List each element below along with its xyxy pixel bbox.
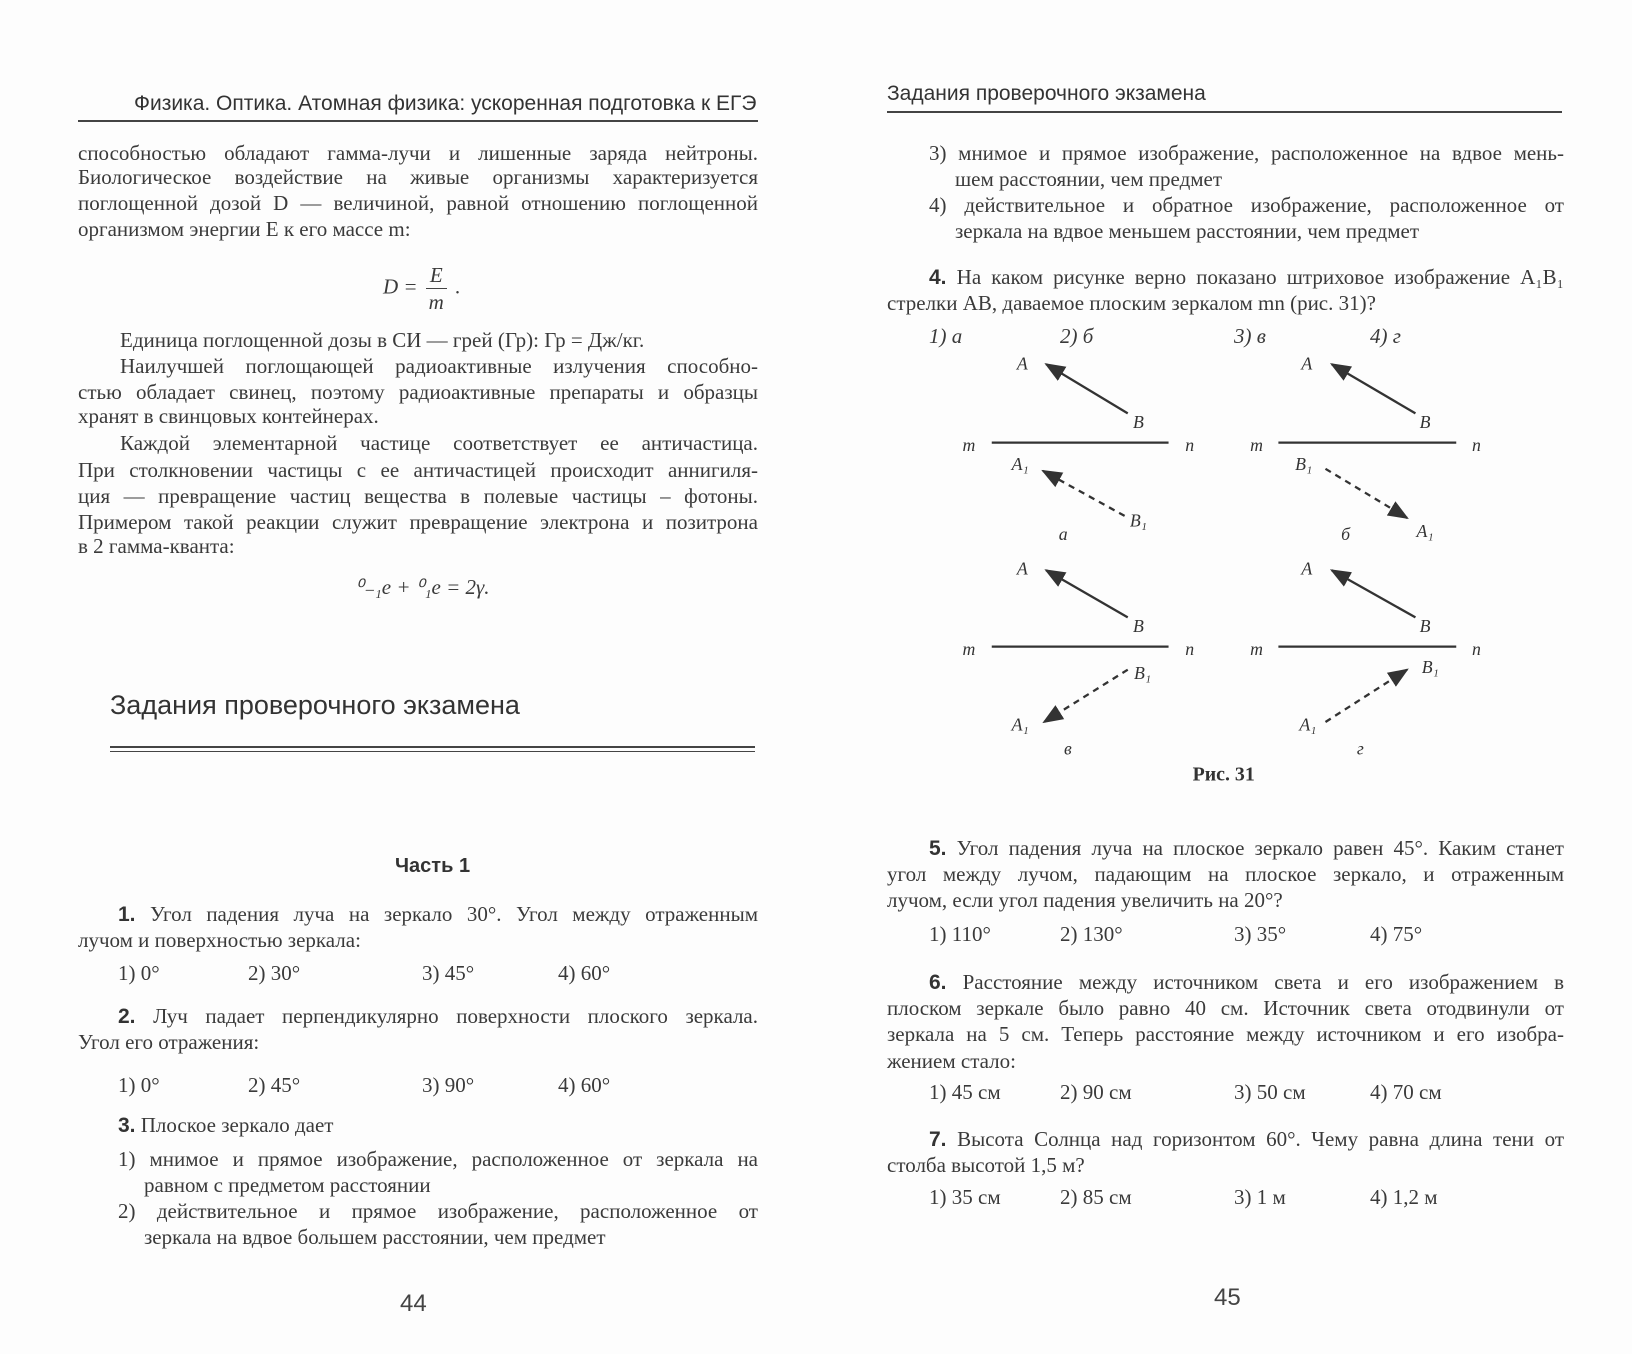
label-m: m [1250, 639, 1263, 660]
label-A: A [1016, 353, 1028, 374]
answer-option: 4) г [1370, 324, 1401, 348]
label-A1: A₁ [1011, 453, 1029, 474]
question-number: 7. [929, 1128, 947, 1151]
arrow-AB [1332, 570, 1416, 617]
label-B1: B₁ [1295, 453, 1313, 474]
text-line: зеркала на вдвое большем расстоянии, чем предмет [144, 1225, 606, 1249]
arrow-AB [1046, 364, 1128, 413]
text-line: столба высотой 1,5 м? [887, 1153, 1085, 1177]
label-n: n [1185, 639, 1195, 660]
figure-caption: Рис. 31 [1192, 763, 1255, 786]
question-3 [118, 1112, 333, 1139]
image-arrow [1043, 471, 1125, 516]
text-line: Биологическое воздействие на живые организмы характеризуется [78, 165, 758, 189]
image-arrow [1044, 670, 1128, 722]
text-line: Единица поглощенной дозы в СИ — грей (Гр): Гр = Дж/кг. [120, 328, 645, 352]
label-n: n [1471, 435, 1481, 456]
answer-option: 2) 30° [248, 961, 301, 985]
label-A1: A₁ [1011, 714, 1029, 735]
label-A: A [1301, 558, 1313, 579]
header-rule [78, 120, 758, 122]
section-rule [110, 746, 755, 748]
text-line: Угол его отражения: [78, 1030, 260, 1054]
answer-option: 4) 60° [558, 1073, 611, 1097]
text-line: стью обладает свинец, поэтому радиоактивные препараты и образцы [78, 380, 758, 404]
answer-option: 3) 90° [422, 1073, 475, 1097]
answer-option: 1) 45 см [929, 1080, 1001, 1104]
formula-numerator: E [426, 262, 447, 289]
label-B1: B₁ [1134, 663, 1152, 684]
text-line: поглощенной дозой D — величиной, равной отношению поглощенной [78, 191, 758, 215]
text-line: шем расстоянии, чем предмет [955, 167, 1223, 191]
answer-option: 4) 60° [558, 961, 611, 985]
text-line: ция — превращение частиц вещества в полевые частицы – фотоны. [78, 484, 758, 508]
question-number: 4. [929, 266, 947, 289]
answer-option: 1) 0° [118, 1073, 160, 1097]
formula-denominator: m [428, 290, 444, 314]
text-line: жением стало: [887, 1049, 1016, 1073]
question-text: На каком рисунке верно показано штриховое изображение A₁B₁ [956, 265, 1564, 289]
text-line: Примером такой реакции служит превращение электрона и позитрона [78, 510, 758, 534]
label-m: m [962, 435, 976, 456]
text-line: угол между лучом, падающим на плоское зеркало, и отраженным [887, 862, 1564, 886]
question-text: Высота Солнца над горизонтом 60°. Чему равна длина тени от [957, 1127, 1565, 1151]
text-line: При столкновении частицы с ее античастицей происходит аннигиля- [78, 458, 758, 482]
header-rule [887, 111, 1562, 113]
answer-option: 2) действительное и прямое изображение, расположенное от [118, 1199, 758, 1223]
question-number: 5. [929, 837, 947, 860]
label-B: B [1132, 616, 1144, 637]
answer-option: 2) 85 см [1060, 1185, 1132, 1209]
part-heading: Часть 1 [395, 855, 471, 877]
answer-option: 1) 110° [929, 922, 991, 946]
answer-option: 4) 70 см [1370, 1080, 1442, 1104]
answer-option: 4) 1,2 м [1370, 1185, 1438, 1209]
image-arrow [1325, 469, 1407, 518]
panel-label: г [1356, 738, 1364, 759]
answer-option: 3) 35° [1234, 922, 1287, 946]
formula-lhs: D = [383, 274, 418, 299]
answer-option: 1) 0° [118, 961, 160, 985]
question-1 [118, 901, 758, 928]
answer-option: 3) 45° [422, 961, 475, 985]
answer-option: 3) мнимое и прямое изображение, расположенное на вдвое мень- [929, 141, 1564, 165]
question-text: Угол падения луча на зеркало 30°. Угол между отраженным [150, 902, 758, 926]
answer-option: 4) 75° [1370, 922, 1423, 946]
label-A1: A₁ [1416, 520, 1434, 541]
panel-label: а [1058, 523, 1068, 544]
answer-option: 3) в [1234, 324, 1266, 348]
label-B: B [1419, 412, 1431, 433]
question-7 [929, 1126, 1564, 1153]
answer-option: 3) 50 см [1234, 1080, 1306, 1104]
page-number-left: 44 [400, 1290, 427, 1317]
answer-option: 2) 90 см [1060, 1080, 1132, 1104]
panel-label: б [1341, 523, 1351, 544]
text-line: лучом и поверхностью зеркала: [78, 928, 361, 952]
answer-option: 4) действительное и обратное изображение, расположенное от [929, 193, 1564, 217]
text-line: организмом энергии E к его массе m: [78, 217, 411, 241]
question-5 [929, 835, 1564, 862]
text-line: лучом, если угол падения увеличить на 20°? [887, 888, 1283, 912]
text-line: равном с предметом расстоянии [144, 1173, 431, 1197]
text-line: Наилучшей поглощающей радиоактивные излучения способно- [120, 354, 758, 378]
label-n: n [1185, 435, 1195, 456]
answer-option: 1) мнимое и прямое изображение, расположенное от зеркала на [118, 1147, 758, 1171]
question-text: Угол падения луча на плоское зеркало равен 45°. Каким станет [956, 836, 1564, 860]
text-line: в 2 гамма-кванта: [78, 534, 235, 558]
question-6 [929, 969, 1564, 996]
running-header-right: Задания проверочного экзамена [887, 82, 1206, 105]
label-A: A [1301, 353, 1313, 374]
formula-end: . [454, 274, 461, 299]
answer-option: 2) 45° [248, 1073, 301, 1097]
label-B1: B₁ [1421, 656, 1439, 677]
answer-option: 2) 130° [1060, 922, 1123, 946]
question-2 [118, 1003, 758, 1030]
text-line: стрелки AB, даваемое плоским зеркалом mn (рис. 31)? [887, 291, 1376, 315]
text-line: зеркала на 5 см. Теперь расстояние между источником и его изобра- [887, 1022, 1564, 1046]
text-line: способностью обладают гамма-лучи и лишенные заряда нейтроны. [78, 141, 758, 165]
image-arrow [1325, 670, 1407, 722]
question-text: Плоское зеркало дает [140, 1113, 334, 1137]
answer-option: 1) 35 см [929, 1185, 1001, 1209]
question-number: 1. [118, 903, 136, 926]
answer-option: 3) 1 м [1234, 1185, 1286, 1209]
question-text: Расстояние между источником света и его изображением в [962, 970, 1564, 994]
arrow-AB [1332, 364, 1416, 413]
question-number: 3. [118, 1114, 136, 1137]
label-A1: A₁ [1299, 714, 1317, 735]
question-number: 6. [929, 971, 947, 994]
text-line: Каждой элементарной частице соответствует ее античастица. [120, 431, 758, 455]
label-m: m [1250, 435, 1263, 456]
arrow-AB [1046, 570, 1128, 617]
label-n: n [1471, 639, 1481, 660]
label-B: B [1419, 616, 1431, 637]
answer-option: 2) б [1060, 324, 1094, 348]
label-A: A [1016, 558, 1028, 579]
label-B: B [1132, 412, 1144, 433]
section-rule [110, 751, 755, 752]
section-title: Задания проверочного экзамена [110, 690, 520, 720]
page-number-right: 45 [1214, 1284, 1241, 1311]
text-line: плоском зеркале было равно 40 см. Источник света отодвинули от [887, 996, 1564, 1020]
label-B1: B₁ [1129, 510, 1147, 531]
formula-annihilation: ⁰₋₁e + ⁰₁e = 2γ. [355, 575, 490, 599]
question-text: Луч падает перпендикулярно поверхности плоского зеркала. [153, 1004, 759, 1028]
label-m: m [962, 639, 976, 660]
text-line: хранят в свинцовых контейнерах. [78, 404, 379, 428]
running-header-left: Физика. Оптика. Атомная физика: ускоренная подготовка к ЕГЭ [134, 92, 757, 115]
question-4 [929, 264, 1564, 291]
answer-option: 1) а [929, 324, 963, 348]
panel-label: в [1063, 738, 1072, 759]
text-line: зеркала на вдвое меньшем расстоянии, чем предмет [955, 219, 1420, 243]
question-number: 2. [118, 1005, 136, 1028]
formula-dose [383, 262, 460, 315]
